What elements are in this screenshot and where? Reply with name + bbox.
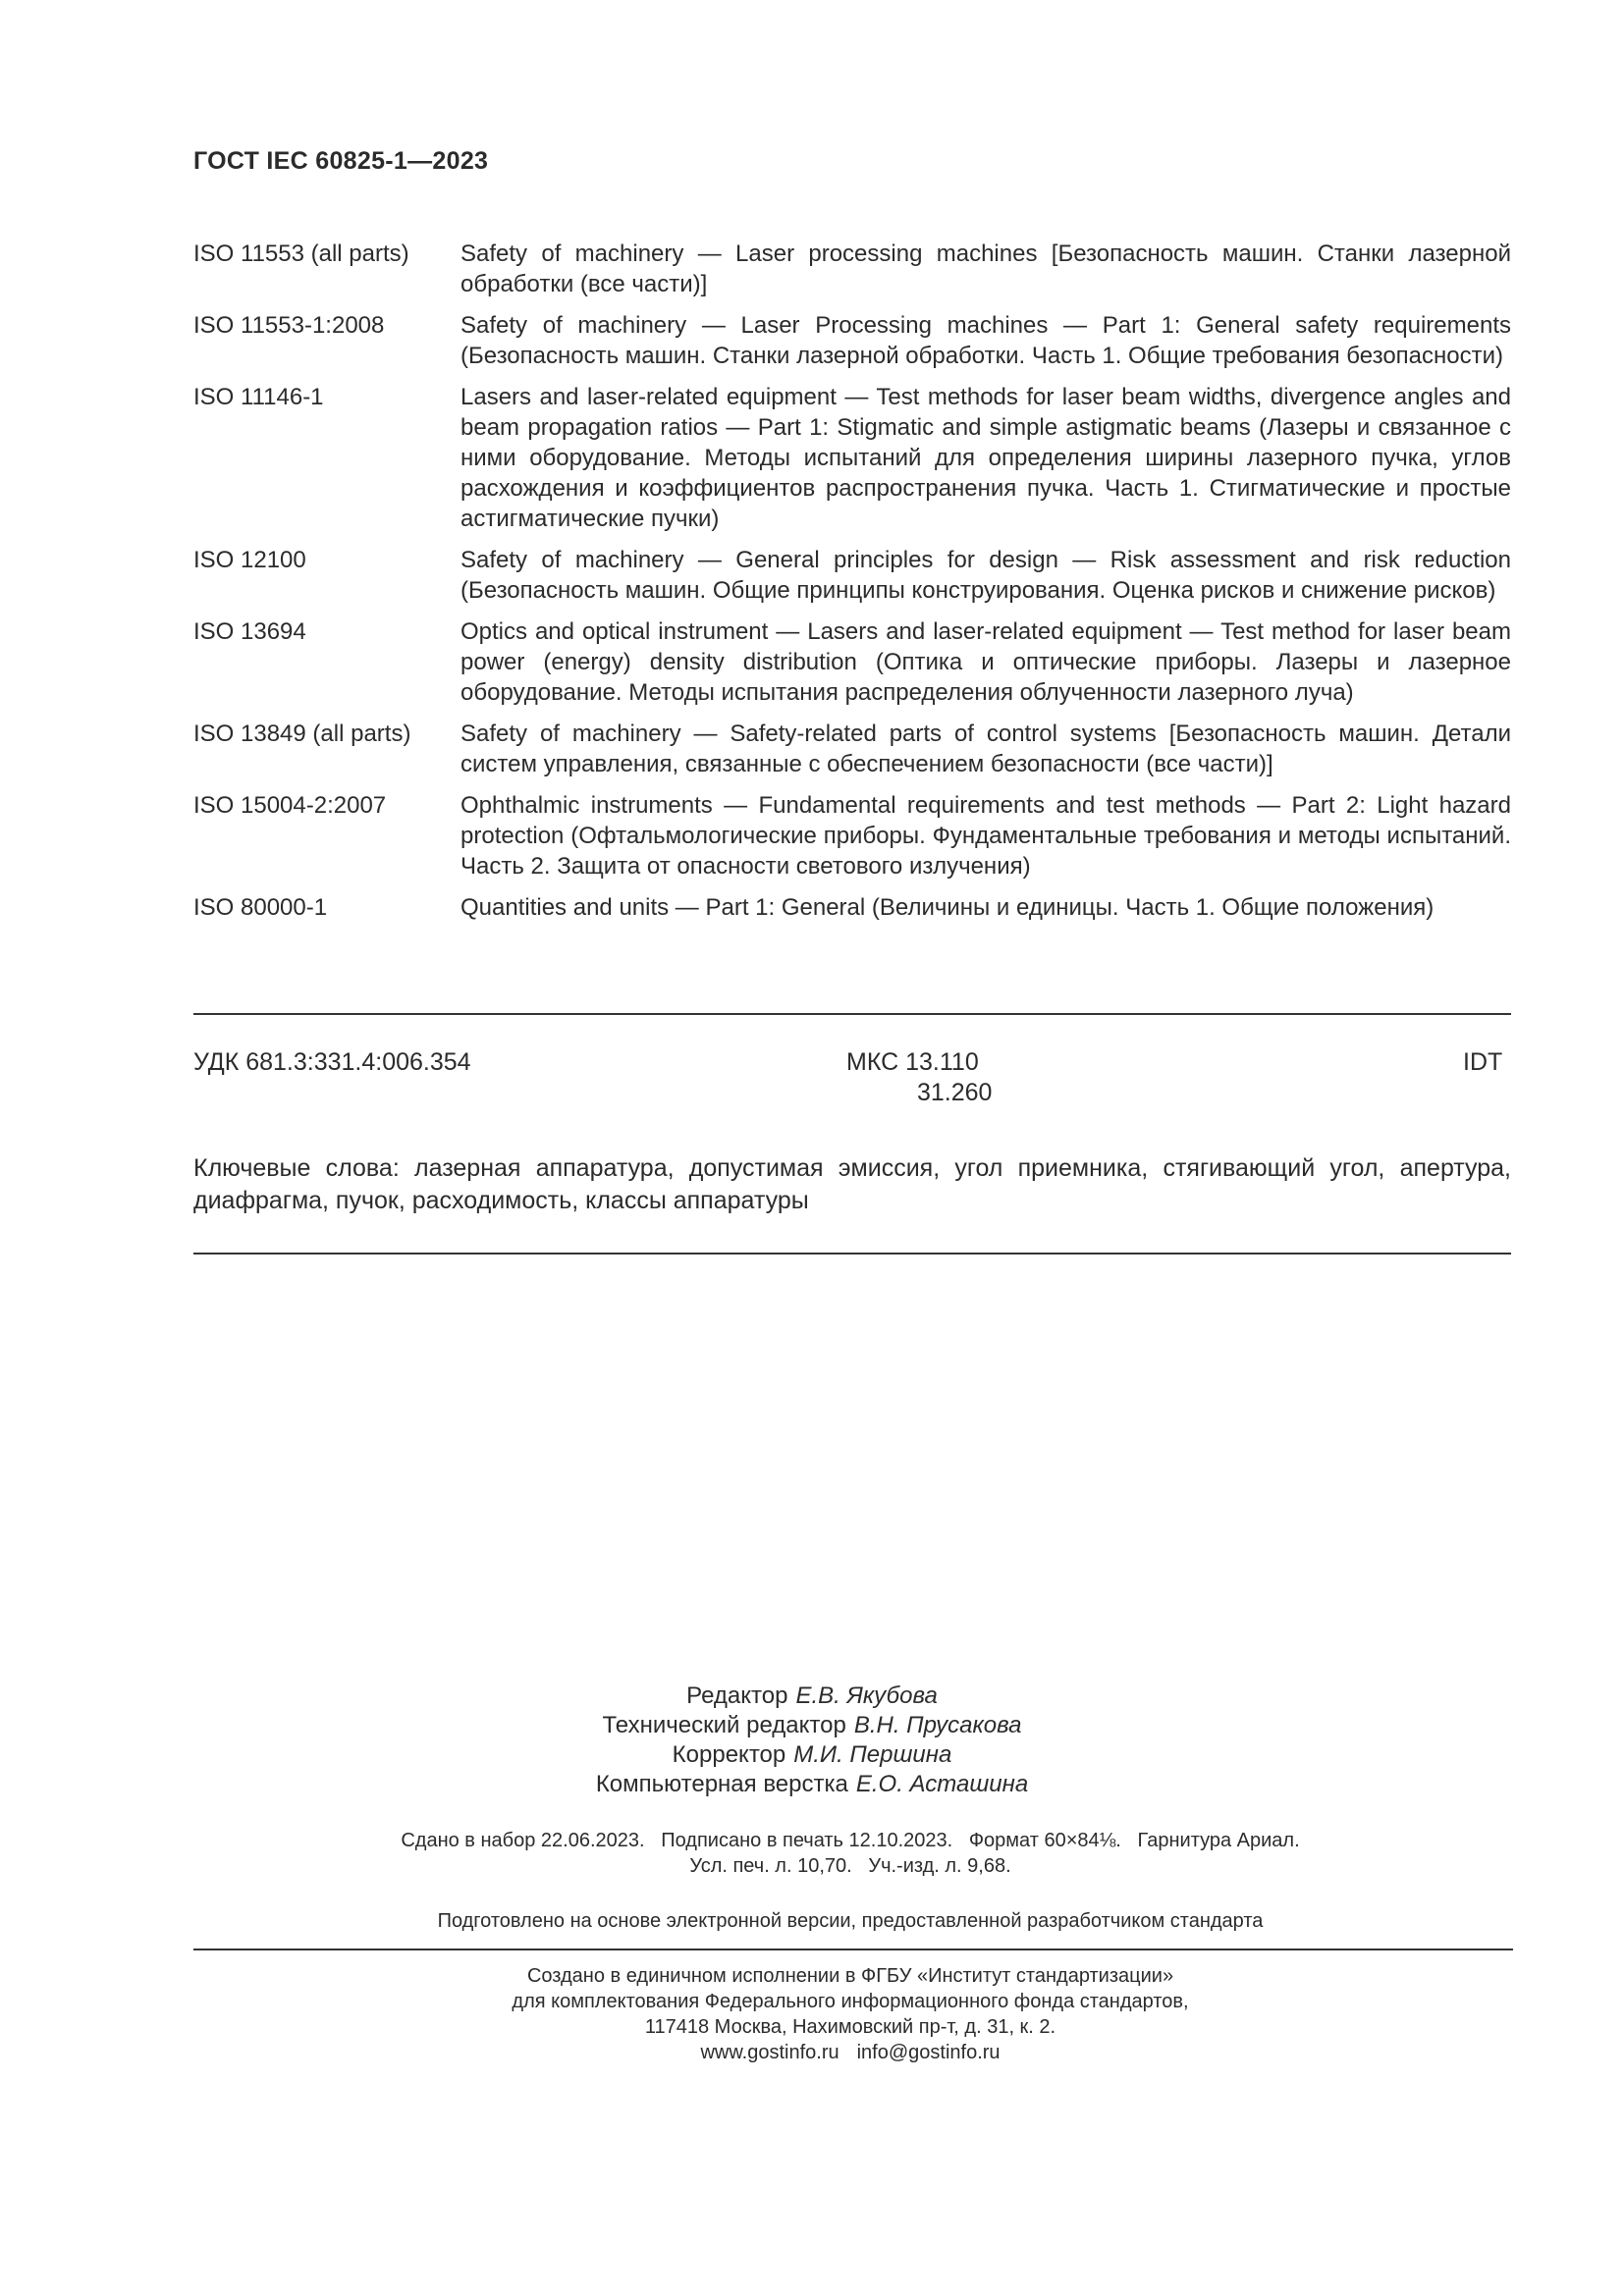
website-link[interactable]: www.gostinfo.ru bbox=[700, 2042, 839, 2063]
credit-person: В.Н. Прусакова bbox=[853, 1712, 1022, 1738]
reference-code: ISO 80000-1 bbox=[193, 894, 328, 921]
reference-code: ISO 12100 bbox=[193, 547, 306, 573]
reference-code: ISO 13849 (all parts) bbox=[193, 721, 411, 747]
divider-top bbox=[193, 1013, 1511, 1015]
reference-title: Safety of machinery — General principles for design — Risk assessment and risk reduction (Безопасность машин. Общие принципы конструирования. Оценка рисков и снижение рисков) bbox=[460, 547, 1511, 604]
credit-role: Корректор bbox=[672, 1741, 786, 1768]
producer-line-1: Создано в единичном исполнении в ФГБУ «Институт стандартизации» bbox=[526, 1965, 1174, 1987]
reference-row bbox=[193, 719, 1511, 779]
mks-code bbox=[846, 1047, 992, 1108]
divider-producer bbox=[193, 1949, 1513, 1950]
credit-person: Е.В. Якубова bbox=[795, 1682, 938, 1709]
credit-role: Редактор bbox=[686, 1682, 788, 1709]
reference-code: ISO 11553-1:2008 bbox=[193, 312, 385, 339]
reference-row bbox=[193, 310, 1511, 371]
divider-bottom bbox=[193, 1253, 1511, 1255]
reference-title: Ophthalmic instruments — Fundamental requirements and test methods — Part 2: Light hazard protection (Офтальмологические приборы. Фундаментальные требования и методы испытаний. Часть 2. Защита от опасности светового излучения) bbox=[460, 792, 1511, 880]
prepared-note: Подготовлено на основе электронной версии, предоставленной разработчиком стандарта bbox=[437, 1910, 1264, 1932]
keywords: Ключевые слова: лазерная аппаратура, допустимая эмиссия, угол приемника, стягивающий угол, апертура, диафрагма, пучок, расходимость, классы аппаратуры bbox=[193, 1154, 1511, 1214]
reference-title: Safety of machinery — Laser processing machines [Безопасность машин. Станки лазерной обработки (все части)] bbox=[460, 240, 1511, 297]
imprint-line-1: Сдано в набор 22.06.2023. Подписано в печать 12.10.2023. Формат 60×84⅛. Гарнитура Ариал. bbox=[401, 1830, 1300, 1851]
credit-line bbox=[0, 1740, 1624, 1770]
page-header: ГОСТ IEC 60825-1—2023 bbox=[193, 147, 489, 175]
producer-contacts bbox=[0, 2040, 1624, 2065]
mks-line-2: 31.260 bbox=[917, 1079, 993, 1106]
reference-title: Lasers and laser-related equipment — Test methods for laser beam widths, divergence angles and beam propagation ratios — Part 1: Stigmatic and simple astigmatic beams (Лазеры и связанное с ними оборудование. Методы испытаний для определения ширины лазерного пучка, углов расхождения и коэффициентов распространения пучка. Часть 1. Стигматические и простые астигматические пучки) bbox=[460, 384, 1511, 532]
reference-row bbox=[193, 545, 1511, 606]
udk-code: УДК 681.3:331.4:006.354 bbox=[193, 1048, 471, 1076]
producer-line-2: для комплектования Федерального информационного фонда стандартов, bbox=[512, 1991, 1189, 2012]
reference-row bbox=[193, 790, 1511, 881]
reference-row bbox=[193, 382, 1511, 534]
reference-title: Optics and optical instrument — Lasers and laser-related equipment — Test method for laser beam power (energy) density distribution (Оптика и оптические приборы. Лазеры и лазерное оборудование. Методы испытания распределения облученности лазерного луча) bbox=[460, 618, 1511, 706]
credit-person: М.И. Першина bbox=[793, 1741, 952, 1768]
credit-line bbox=[0, 1711, 1624, 1740]
idt-label: IDT bbox=[1463, 1048, 1503, 1076]
reference-row bbox=[193, 892, 1511, 923]
reference-title: Quantities and units — Part 1: General (Величины и единицы. Часть 1. Общие положения) bbox=[460, 894, 1435, 921]
reference-title: Safety of machinery — Safety-related parts of control systems [Безопасность машин. Детали систем управления, связанные с обеспечением безопасности (все части)] bbox=[460, 721, 1511, 777]
imprint-block bbox=[0, 1828, 1624, 1879]
normative-references-list bbox=[193, 239, 1511, 934]
imprint-line-2: Усл. печ. л. 10,70. Уч.-изд. л. 9,68. bbox=[689, 1855, 1011, 1877]
credit-role: Технический редактор bbox=[602, 1712, 846, 1738]
credit-person: Е.О. Асташина bbox=[855, 1771, 1029, 1797]
reference-row bbox=[193, 239, 1511, 299]
reference-code: ISO 13694 bbox=[193, 618, 306, 645]
reference-code: ISO 11553 (all parts) bbox=[193, 240, 409, 267]
producer-block bbox=[0, 1963, 1624, 2065]
credit-role: Компьютерная верстка bbox=[595, 1771, 848, 1797]
reference-row bbox=[193, 616, 1511, 708]
reference-title: Safety of machinery — Laser Processing machines — Part 1: General safety requirements (Безопасность машин. Станки лазерной обработки. Часть 1. Общие требования безопасности) bbox=[460, 312, 1511, 369]
credit-line bbox=[0, 1770, 1624, 1799]
credit-line bbox=[0, 1682, 1624, 1711]
email-link[interactable]: info@gostinfo.ru bbox=[856, 2042, 1001, 2063]
reference-code: ISO 11146-1 bbox=[193, 384, 324, 410]
producer-line-3: 117418 Москва, Нахимовский пр-т, д. 31, к. 2. bbox=[644, 2016, 1056, 2038]
credits-block bbox=[0, 1682, 1624, 1799]
mks-line-1: МКС 13.110 bbox=[846, 1048, 979, 1076]
reference-code: ISO 15004-2:2007 bbox=[193, 792, 387, 819]
